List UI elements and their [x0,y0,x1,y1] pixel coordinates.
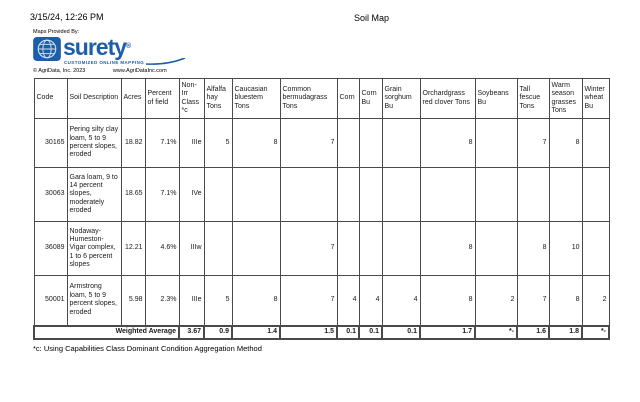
cell-crop [582,168,609,222]
cell-crop: 10 [549,222,582,276]
cell-code: 30063 [34,168,67,222]
cell-soil-description: Nodaway-Humeston-Vigar complex, 1 to 6 percent slopes [67,222,121,276]
cell-crop [382,222,420,276]
col-header-corn-bu: Corn Bu [359,79,382,119]
weighted-average-value: 1.6 [517,326,549,339]
cell-crop: 4 [382,276,420,326]
cell-crop [517,168,549,222]
weighted-average-value: 1.7 [420,326,475,339]
cell-crop: 8 [420,119,475,168]
cell-crop [382,168,420,222]
cell-soil-description: Pering silty clay loam, 5 to 9 percent slopes, eroded [67,119,121,168]
cell-code: 30165 [34,119,67,168]
col-header-percent-of-field: Percent of field [145,79,179,119]
weighted-average-row [34,326,609,339]
weighted-average-value: 1.5 [280,326,337,339]
cell-crop: 5 [204,276,232,326]
cell-crop: 8 [232,276,280,326]
cell-crop: 2 [475,276,517,326]
cell-crop [359,119,382,168]
weighted-average-value: 3.67 [179,326,204,339]
cell-crop: 4 [359,276,382,326]
col-header-caucasian-bluestem: Caucasian bluestem Tons [232,79,280,119]
cell-crop [475,168,517,222]
cell-crop: 7 [517,276,549,326]
col-header-common-bermudagrass: Common bermudagrass Tons [280,79,337,119]
cell-acres: 18.82 [121,119,145,168]
registered-trademark: ® [126,43,131,50]
cell-class: IIIe [179,276,204,326]
weighted-average-value: *- [475,326,517,339]
agridata-copyright: © AgriData, Inc. 2023 [33,68,86,74]
cell-code: 36089 [34,222,67,276]
cell-percent: 7.1% [145,119,179,168]
capability-class-footnote: *c: Using Capabilities Class Dominant Condition Aggregation Method [33,344,262,353]
cell-crop: 8 [420,276,475,326]
weighted-average-value: 1.8 [549,326,582,339]
col-header-non-irr-class: Non-Irr Class *c [179,79,204,119]
table-row [34,276,609,326]
col-header-soybeans: Soybeans Bu [475,79,517,119]
cell-crop [337,119,359,168]
cell-crop [549,168,582,222]
weighted-average-value: *- [582,326,609,339]
cell-crop: 4 [337,276,359,326]
surety-logo [33,36,213,62]
cell-acres: 5.98 [121,276,145,326]
cell-crop: 8 [549,119,582,168]
cell-crop: 2 [582,276,609,326]
cell-crop: 7 [280,222,337,276]
col-header-acres: Acres [121,79,145,119]
cell-class: IVe [179,168,204,222]
col-header-tall-fescue: Tall fescue Tons [517,79,549,119]
table-row [34,119,609,168]
table-row [34,168,609,222]
header-row [34,79,609,119]
cell-percent: 4.6% [145,222,179,276]
soil-productivity-table [33,78,610,340]
cell-crop: 8 [420,222,475,276]
cell-soil-description: Armstrong loam, 5 to 9 percent slopes, eroded [67,276,121,326]
surety-branding [33,29,213,74]
globe-icon [33,37,61,61]
cell-acres: 18.65 [121,168,145,222]
surety-logo-text: surety® [63,34,131,60]
weighted-average-label: Weighted Average [34,326,179,339]
col-header-grain-sorghum: Grain sorghum Bu [382,79,420,119]
cell-crop [204,168,232,222]
cell-crop: 8 [517,222,549,276]
cell-crop: 7 [280,119,337,168]
cell-crop: 5 [204,119,232,168]
col-header-soil-description: Soil Description [67,79,121,119]
cell-crop [337,168,359,222]
col-header-winter-wheat: Winter wheat Bu [582,79,609,119]
cell-class: IIIw [179,222,204,276]
cell-crop [337,222,359,276]
weighted-average-value: 1.4 [232,326,280,339]
weighted-average-value: 0.1 [337,326,359,339]
cell-class: IIIe [179,119,204,168]
col-header-code: Code [34,79,67,119]
agridata-website: www.AgriDataInc.com [112,68,167,74]
cell-soil-description: Gara loam, 9 to 14 percent slopes, moderately eroded [67,168,121,222]
weighted-average-value: 0.1 [382,326,420,339]
cell-crop [359,222,382,276]
surety-tagline: CUSTOMIZED ONLINE MAPPING [64,59,145,65]
print-datetime: 3/15/24, 12:26 PM [30,12,104,22]
cell-crop: 7 [517,119,549,168]
cell-crop [232,222,280,276]
cell-crop [382,119,420,168]
cell-crop [204,222,232,276]
cell-acres: 12.21 [121,222,145,276]
col-header-warm-season-grasses: Warm season grasses Tons [549,79,582,119]
cell-crop: 7 [280,276,337,326]
cell-crop: 8 [232,119,280,168]
cell-crop [475,119,517,168]
cell-crop [280,168,337,222]
cell-crop [232,168,280,222]
cell-crop [359,168,382,222]
weighted-average-value: 0.9 [204,326,232,339]
cell-percent: 7.1% [145,168,179,222]
col-header-corn: Corn [337,79,359,119]
cell-crop [582,222,609,276]
table-row [34,222,609,276]
maps-provided-by-label: Maps Provided By: [33,29,80,35]
col-header-orchardgrass-red-clover: Orchardgrass red clover Tons [420,79,475,119]
weighted-average-value: 0.1 [359,326,382,339]
cell-crop [475,222,517,276]
cell-crop: 8 [549,276,582,326]
cell-crop [420,168,475,222]
col-header-alfalfa-hay: Alfalfa hay Tons [204,79,232,119]
cell-crop [582,119,609,168]
page-title: Soil Map [354,13,390,23]
cell-percent: 2.3% [145,276,179,326]
cell-code: 50001 [34,276,67,326]
